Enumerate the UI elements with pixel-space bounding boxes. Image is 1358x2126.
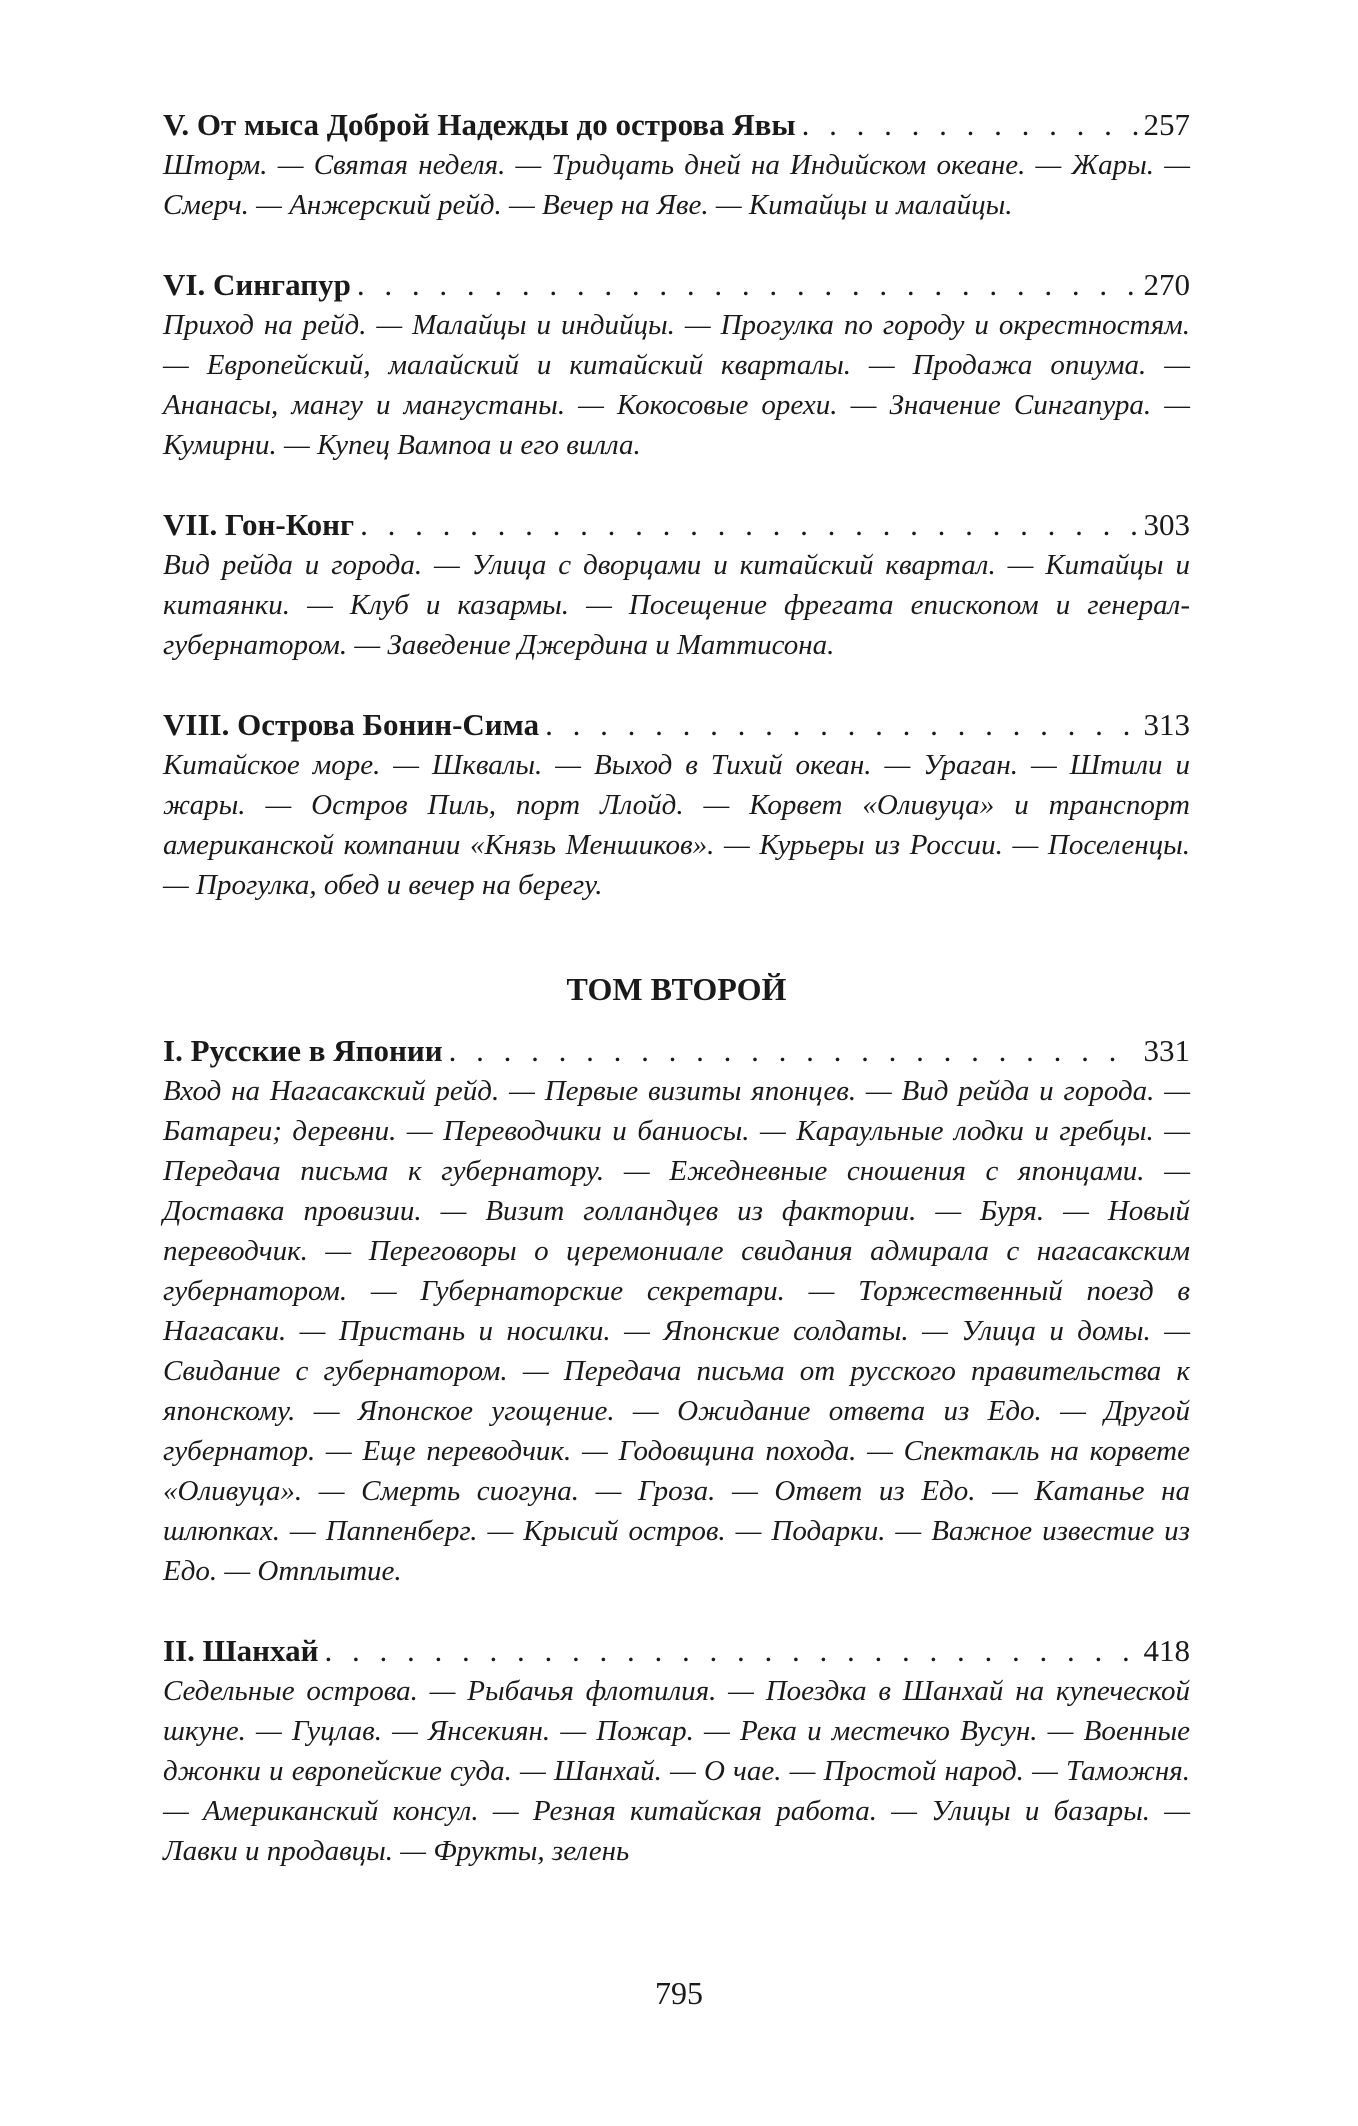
dot-leader [360,505,1137,545]
toc-entry-summary: Седельные острова. — Рыбачья флотилия. — Поездка в Шанхай на купеческой шкуне. — Гуцлав. — Янсекиян. — Пожар. — Река и местечко Вусун. — Военные джонки и европейские суда. — Шанхай. — О чае. — Простой народ. — Таможня. — Американский консул. — Резная китайская работа. — Улицы и базары. — Лавки и продавцы. — Фрукты, зелень [163,1675,1190,1867]
dot-leader [449,1031,1138,1071]
toc-entry-title: VII. Гон-Конг [163,507,355,542]
toc-page-number: 331 [1143,1033,1190,1068]
toc-entry-v [163,105,1190,225]
toc-entry-heading [163,105,1190,145]
toc-page-number: 418 [1143,1633,1190,1668]
toc-entry-vol2-ii [163,1631,1190,1871]
page-number: 795 [655,1975,703,2011]
toc-entry-title: I. Русские в Японии [163,1033,443,1068]
toc-entry-vii [163,505,1190,665]
toc-entry-heading [163,705,1190,745]
volume-heading: ТОМ ВТОРОЙ [566,971,787,1007]
toc-entry-title: V. От мыса Доброй Надежды до острова Явы [163,107,796,142]
toc-entry-title: II. Шанхай [163,1633,319,1668]
toc-entry-vol2-i [163,1031,1190,1591]
toc-entry-summary: Вид рейда и города. — Улица с дворцами и китайский квартал. — Китайцы и китаянки. — Клуб и казармы. — Посещение фрегата епископом и генерал-губернатором. — Заведение Джердина и Маттисона. [163,549,1190,661]
toc-entry-heading [163,265,1190,305]
toc-entry-title: VIII. Острова Бонин-Сима [163,707,540,742]
toc-entry-summary: Шторм. — Святая неделя. — Тридцать дней на Индийском океане. — Жары. — Смерч. — Анжерский рейд. — Вечер на Яве. — Китайцы и малайцы. [163,149,1190,221]
toc-entry-summary: Китайское море. — Шквалы. — Выход в Тихий океан. — Ураган. — Штили и жары. — Остров Пиль, порт Ллойд. — Корвет «Оливуца» и транспорт американской компании «Князь Меншиков». — Курьеры из России. — Поселенцы. — Прогулка, обед и вечер на берегу. [163,749,1190,901]
toc-entry-viii [163,705,1190,905]
toc-entry-summary: Приход на рейд. — Малайцы и индийцы. — Прогулка по городу и окрестностям. — Европейский, малайский и китайский кварталы. — Продажа опиума. — Ананасы, мангу и мангустаны. — Кокосовые орехи. — Значение Сингапура. — Кумирни. — Купец Вампоа и его вилла. [163,309,1190,461]
dot-leader [802,105,1138,145]
toc-page-number: 270 [1143,267,1190,302]
toc-page-number: 257 [1143,107,1190,142]
dot-leader [357,265,1138,305]
toc-entry-summary: Вход на Нагасакский рейд. — Первые визиты японцев. — Вид рейда и города. — Батареи; деревни. — Переводчики и баниосы. — Караульные лодки и гребцы. — Передача письма к губернатору. — Ежедневные сношения с японцами. — Доставка провизии. — Визит голландцев из фактории. — Буря. — Новый переводчик. — Переговоры о церемониале свидания адмирала с нагасакским губернатором. — Губернаторские секретари. — Торжественный поезд в Нагасаки. — Пристань и носилки. — Японские солдаты. — Улица и домы. — Свидание с губернатором. — Передача письма от русского правительства к японскому. — Японское угощение. — Ожидание ответа из Едо. — Другой губернатор. — Еще переводчик. — Годовщина похода. — Спектакль на корвете «Оливуца». — Смерть сиогуна. — Гроза. — Ответ из Едо. — Катанье на шлюпках. — Паппенберг. — Крысий остров. — Подарки. — Важное известие из Едо. — Отплытие. [163,1075,1190,1587]
toc-page [163,105,1190,1911]
toc-entry-heading [163,1031,1190,1071]
toc-page-number: 303 [1143,507,1190,542]
dot-leader [324,1631,1137,1671]
toc-entry-heading [163,1631,1190,1671]
toc-entry-vi [163,265,1190,465]
dot-leader [545,705,1137,745]
toc-entry-title: VI. Сингапур [163,267,351,302]
toc-entry-heading [163,505,1190,545]
toc-page-number: 313 [1143,707,1190,742]
